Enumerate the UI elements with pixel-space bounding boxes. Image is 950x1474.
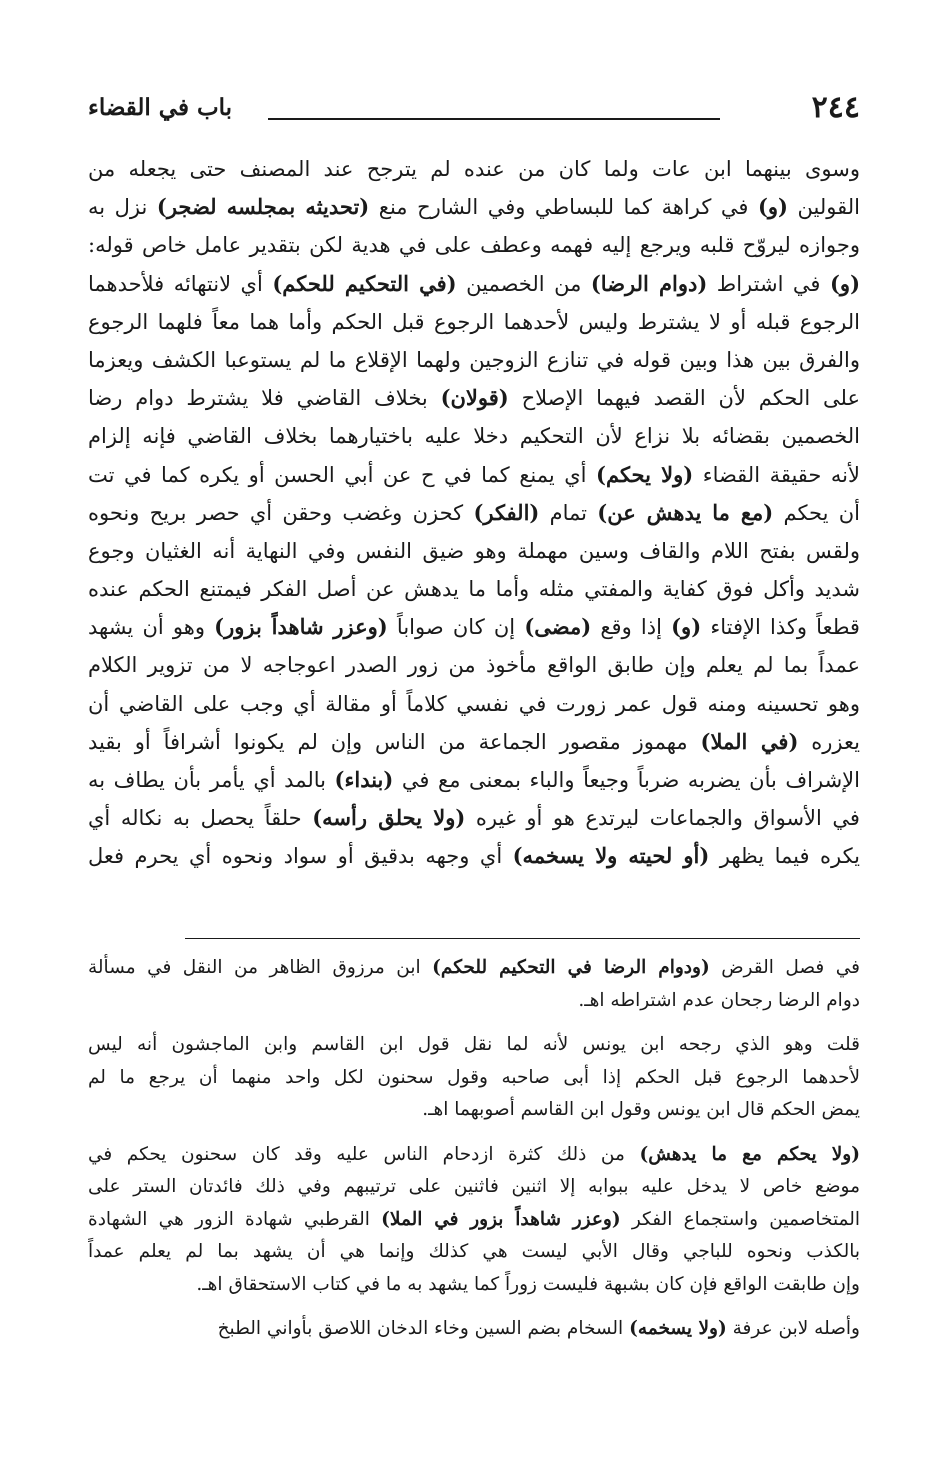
text-run: وهو تحسينه ومنه قول عمر زورت في نفسي كلاماً أو مقالة أي وجب على القاضي أن: [88, 691, 860, 716]
text-run: ابن مرزوق الظاهر من النقل في مسألة: [88, 957, 433, 978]
text-run: كحزن وغضب وحقن أي حصر بريح ونحوه: [88, 500, 474, 525]
main-text: [88, 150, 860, 876]
bold-matn-quote: (و): [757, 194, 788, 220]
footnote-line: [88, 1171, 860, 1204]
text-line: [88, 761, 860, 799]
footnote-paragraph: [88, 1029, 860, 1127]
running-title: باب في القضاء: [88, 94, 233, 121]
footnote-line: [88, 1029, 860, 1062]
text-run: يمض الحكم قال ابن يونس وقول ابن القاسم أصوبهما اهـ.: [422, 1099, 860, 1120]
bold-matn-quote: (ودوام الرضا في التحكيم للحكم): [432, 957, 710, 978]
text-run: موضع خاص لا يدخل عليه ببوابه إلا اثنين فاثنين على ترتيبهم وفي ذلك فائدتان الستر على: [88, 1176, 860, 1197]
text-run: بالكذب ونحوه للباجي وقال الأبي ليست هي كذلك وإنما هي أن يشهد بما لم يعلم عمداً: [88, 1241, 860, 1262]
footnote-line: [88, 1236, 860, 1269]
text-line: [88, 837, 860, 875]
text-run: إن كان صواباً: [387, 615, 525, 640]
bold-matn-quote: (و): [671, 614, 702, 640]
page-header: [88, 88, 860, 128]
bold-matn-quote: (بنداء): [334, 767, 394, 792]
text-run: في كراهة كما للبساطي وفي الشارح منع: [369, 195, 758, 220]
text-run: مهموز مقصور الجماعة من الناس وإن لم يكونوا أشرافاً أو بقيد: [88, 729, 701, 754]
text-run: الإشراف بأن يضربه ضرباً وجيعاً والباء بمعنى مع في: [393, 768, 860, 792]
text-run: قطعاً وكذا الإفتاء: [701, 615, 860, 640]
text-run: من الخصمين: [456, 271, 591, 296]
text-run: المتخاصمين واستجماع الفكر: [620, 1208, 860, 1230]
bold-matn-quote: (و): [830, 270, 860, 296]
text-run: وجوازه ليروّح قلبه ويرجع إليه فهمه وعطف على في هدية لكن بتقدير عامل خاص قوله:: [88, 233, 860, 258]
bold-matn-quote: (وعزر شاهداً بزور في الملا): [381, 1208, 621, 1230]
bold-matn-quote: (قولان): [440, 385, 509, 411]
text-run: دوام الرضا رجحان عدم اشتراطه اهـ.: [578, 989, 860, 1011]
text-line: [88, 608, 860, 646]
text-run: الخصمين بقضائه بلا نزاع لأن التحكيم دخلا عليه باختيارهما بخلاف القاضي فإنه إلزام: [88, 424, 860, 449]
text-line: [88, 494, 860, 532]
bold-matn-quote: (في الملا): [700, 728, 799, 754]
text-line: [88, 456, 860, 494]
footnote-paragraph: [88, 1139, 860, 1302]
footnote-line: [88, 1139, 860, 1172]
text-run: وأصله لابن عرفة: [726, 1318, 860, 1339]
bold-matn-quote: (الفكر): [473, 499, 540, 525]
bold-matn-quote: (أو لحيته ولا يسخمه): [512, 843, 710, 869]
text-run: وسوى بينهما ابن عات ولما كان من عنده لم يترجح عند المصنف حتى يجعله من: [88, 157, 860, 181]
footnote-line: [88, 952, 860, 985]
footnotes: [88, 952, 860, 1358]
text-line: [88, 417, 860, 455]
text-run: بخلاف القاضي فلا يشترط دوام رضا: [88, 386, 441, 411]
text-run: في فصل القرض: [709, 957, 860, 978]
text-line: [88, 570, 860, 608]
page-number: ٢٤٤: [811, 90, 860, 125]
text-line: [88, 265, 860, 303]
text-run: يكره فيما يظهر: [709, 844, 860, 869]
text-run: في اشتراط: [707, 271, 830, 296]
bold-matn-quote: (تحديثه بمجلسه لضجر): [156, 194, 370, 220]
text-line: [88, 646, 860, 684]
text-run: القرطبي شهادة الزور هي الشهادة: [88, 1208, 382, 1230]
footnote-separator: [185, 938, 860, 939]
text-run: تمام: [539, 500, 598, 525]
text-run: ولقس بفتح اللام والقاف وسين مهملة وهو ضيق النفس وفي النهاية أنه الغثيان وجوع: [88, 538, 860, 563]
bold-matn-quote: (مضى): [524, 614, 592, 640]
footnote-line: [88, 1094, 860, 1127]
footnote-paragraph: [88, 1313, 860, 1346]
text-line: [88, 341, 860, 379]
text-run: من ذلك كثرة ازدحام الناس عليه وقد كان سحنون يحكم في: [88, 1143, 640, 1165]
text-run: بالمد أي يأمر بأن يطاف به: [88, 768, 335, 792]
text-line: [88, 532, 860, 570]
text-run: نزل به: [88, 195, 157, 220]
text-line: [88, 150, 860, 188]
text-line: [88, 379, 860, 417]
text-run: أي وجهه بدقيق أو سواد ونحوه أي يحرم فعل: [88, 844, 513, 869]
footnote-line: [88, 985, 860, 1018]
text-run: على الحكم لأن القصد فيهما الإصلاح: [508, 386, 860, 411]
text-run: إذا وقع: [591, 615, 672, 640]
text-run: السخام بضم السين وخاء الدخان اللاصق بأواني الطبخ: [217, 1318, 630, 1339]
text-run: يعزره: [798, 729, 860, 754]
text-run: عمداً بما لم يعلم وإن طابق الواقع مأخوذ من زور الصدر اعوجاجه لا من تزوير الكلام: [88, 653, 860, 678]
text-run: وإن طابقت الواقع فإن كان بشبهة فليست زوراً كما يشهد به ما في كتاب الاستحقاق اهـ.: [196, 1273, 860, 1295]
footnote-line: [88, 1062, 860, 1095]
text-run: الرجوع قبله أو لا يشترط وليس لأحدهما الرجوع قبل الحكم وأما هما معاً فلهما الرجوع: [88, 309, 860, 334]
bold-matn-quote: (ولا يسخمه): [629, 1318, 727, 1339]
text-run: شديد وأكل فوق كفاية والمفتي مثله وأما ما يدهش عن أصل الفكر فيمتنع الحكم عنده: [88, 577, 860, 602]
header-rule: [268, 118, 720, 120]
bold-matn-quote: (وعزر شاهداً بزور): [214, 614, 388, 640]
bold-matn-quote: (ولا يحلق رأسه): [312, 805, 466, 831]
text-line: [88, 226, 860, 264]
text-run: أن يحكم: [773, 500, 860, 525]
bold-matn-quote: (مع ما يدهش عن): [597, 499, 774, 525]
text-run: قلت وهو الذي رجحه ابن يونس لأنه لما نقل قول ابن القاسم وابن الماجشون أنه ليس: [88, 1034, 860, 1055]
text-run: والفرق بين هذا وبين قوله في تنازع الزوجين ولهما الإقلاع ما لم يستوعبا الكشف ويعزما: [88, 347, 860, 372]
text-run: لأحدهما الرجوع قبل الحكم إذا أبى صاحبه وقول سحنون لكل واحد منهما أن يرجع ما لم: [88, 1066, 860, 1088]
text-run: أي لانتهائه فلأحدهما: [88, 271, 273, 296]
bold-matn-quote: (ولا يحكم): [596, 461, 694, 487]
text-line: [88, 685, 860, 723]
footnote-paragraph: [88, 952, 860, 1017]
text-run: القولين: [788, 195, 860, 220]
bold-matn-quote: (في التحكيم للحكم): [272, 270, 457, 296]
footnote-line: [88, 1204, 860, 1237]
text-line: [88, 188, 860, 226]
text-run: أي يمنع كما في ح عن أبي الحسن أو يكره كما في تت: [88, 462, 597, 487]
text-run: وهو أن يشهد: [88, 615, 215, 640]
bold-matn-quote: (دوام الرضا): [590, 270, 708, 296]
text-run: لأنه حقيقة القضاء: [693, 462, 860, 487]
text-line: [88, 799, 860, 837]
text-line: [88, 303, 860, 341]
text-run: في الأسواق والجماعات ليرتدع هو أو غيره: [465, 806, 860, 831]
bold-matn-quote: (ولا يحكم مع ما يدهش): [639, 1143, 860, 1165]
text-line: [88, 723, 860, 761]
text-run: حلقاً يحصل به نكاله أي: [88, 806, 313, 831]
footnote-line: [88, 1313, 860, 1346]
footnote-line: [88, 1269, 860, 1302]
